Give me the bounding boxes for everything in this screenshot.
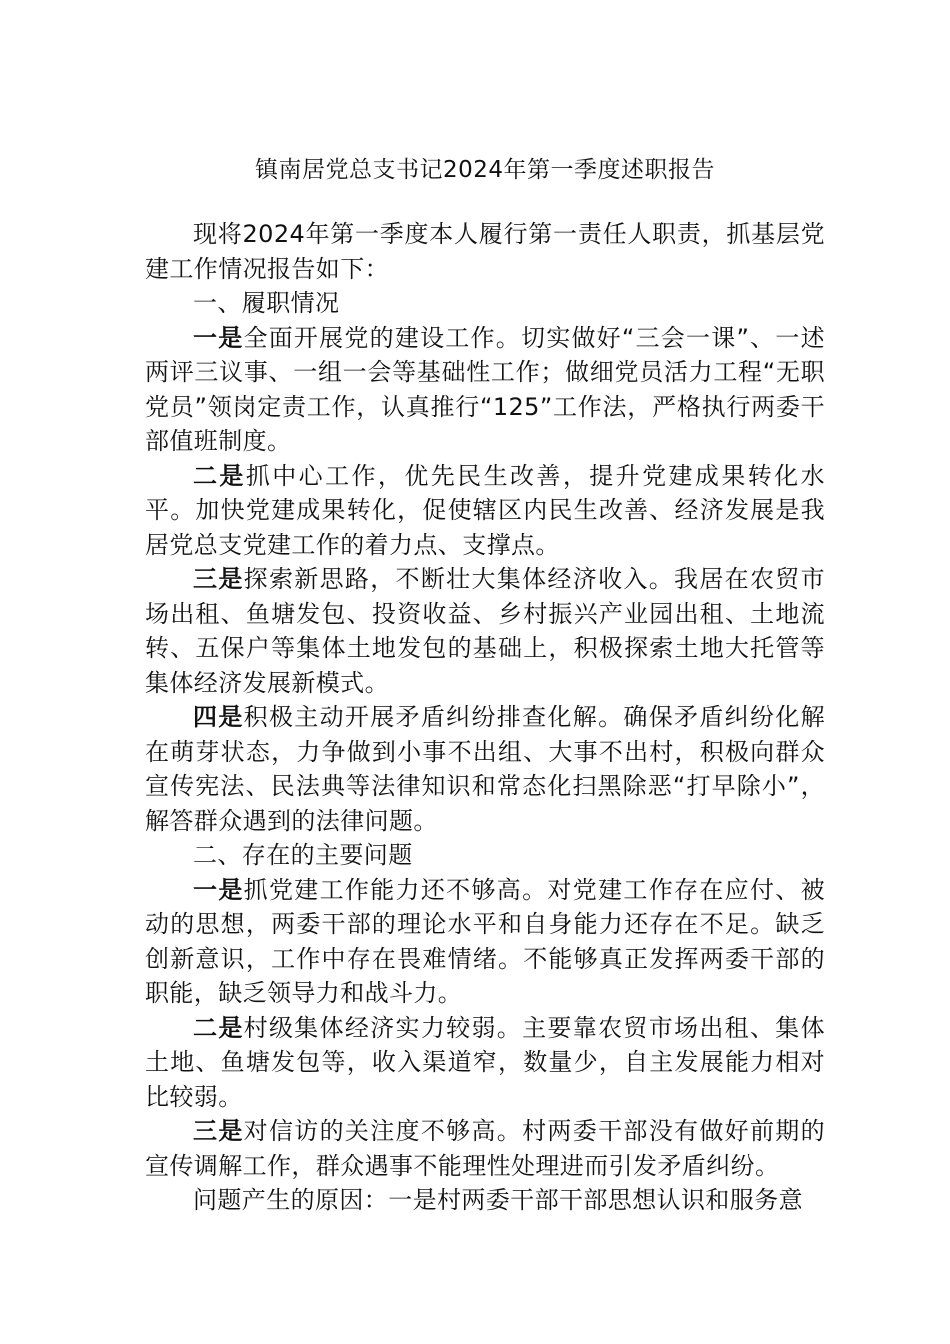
item-text: 抓中心工作，优先民生改善，提升党建成果转化水平。加快党建成果转化，促使辖区内民生改善、经济发展是我居党总支党建工作的着力点、支撑点。 — [145, 461, 825, 559]
item-text: 探索新思路，不断壮大集体经济收入。我居在农贸市场出租、鱼塘发包、投资收益、乡村振兴产业园出租、土地流转、五保户等集体土地发包的基础上，积极探索土地大托管等集体经济发展新模式。 — [145, 565, 825, 697]
item-lead: 三是 — [193, 565, 244, 593]
item-lead: 二是 — [193, 461, 246, 490]
item-text: 对信访的关注度不够高。村两委干部没有做好前期的宣传调解工作，群众遇事不能理性处理进而引发矛盾纠纷。 — [145, 1117, 825, 1180]
item-text: 全面开展党的建设工作。切实做好“三会一课”、一述两评三议事、一组一会等基础性工作；做细党员活力工程“无职党员”领岗定责工作，认真推行“125”工作法，严格执行两委干部值班制度。 — [145, 323, 825, 455]
section1-item-3 — [145, 562, 825, 700]
section1-item-4 — [145, 700, 825, 838]
intro-paragraph: 现将2024年第一季度本人履行第一责任人职责，抓基层党建工作情况报告如下： — [145, 220, 825, 283]
section1-item-1 — [145, 321, 825, 459]
item-text: 抓党建工作能力还不够高。对党建工作存在应付、被动的思想，两委干部的理论水平和自身能力还存在不足。缺乏创新意识，工作中存在畏难情绪。不能够真正发挥两委干部的职能，缺乏领导力和战斗力。 — [145, 875, 825, 1007]
item-lead: 一是 — [193, 875, 244, 904]
document-title: 镇南居党总支书记2024年第一季度述职报告 — [254, 157, 716, 183]
section2-item-2 — [145, 1011, 825, 1115]
item-text: 村级集体经济实力较弱。主要靠农贸市场出租、集体土地、鱼塘发包等，收入渠道窄，数量少，自主发展能力相对比较弱。 — [145, 1013, 825, 1111]
item-lead: 一是 — [193, 323, 244, 352]
section2-item-3 — [145, 1114, 825, 1183]
causes-paragraph: 问题产生的原因：一是村两委干部干部思想认识和服务意 — [193, 1186, 803, 1214]
section1-item-2 — [145, 459, 825, 563]
item-lead: 三是 — [193, 1117, 244, 1145]
section2-item-1 — [145, 873, 825, 1011]
item-lead: 二是 — [193, 1013, 244, 1042]
item-lead: 四是 — [193, 703, 244, 731]
document-page — [145, 150, 825, 1218]
section2-heading: 二、存在的主要问题 — [193, 841, 413, 869]
item-text: 积极主动开展矛盾纠纷排查化解。确保矛盾纠纷化解在萌芽状态，力争做到小事不出组、大事不出村，积极向群众宣传宪法、民法典等法律知识和常态化扫黑除恶“打早除小”，解答群众遇到的法律问题。 — [145, 703, 825, 835]
section1-heading: 一、履职情况 — [193, 289, 340, 317]
